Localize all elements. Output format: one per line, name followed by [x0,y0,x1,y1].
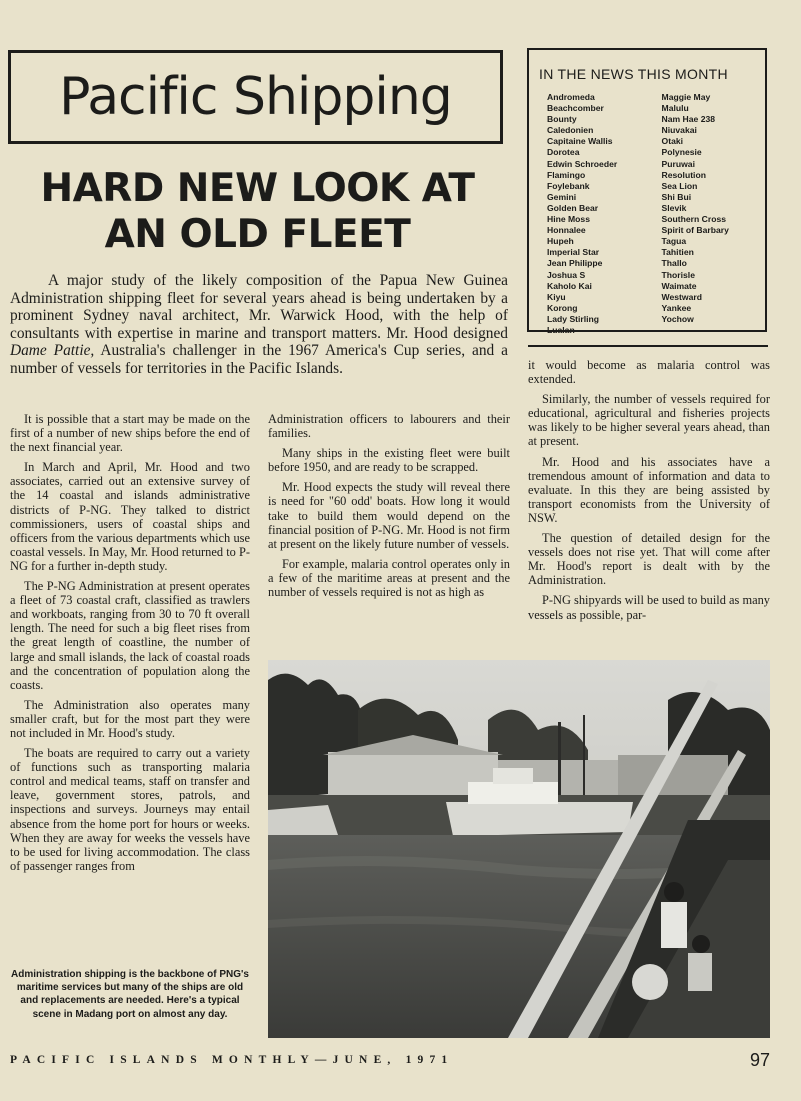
news-box-title: IN THE NEWS THIS MONTH [539,66,728,82]
news-vessel-item: Southern Cross [661,214,727,225]
section-title: Pacific Shipping [59,67,452,127]
headline-line-2: AN OLD FLEET [104,212,411,257]
news-vessel-item: Waimate [661,280,697,291]
news-list-right [662,92,757,336]
lead-text-2: Australia's challenger in the 1967 America's Cup series, and a number of vessels for territories in the Pacific Islands. [10,342,508,377]
news-vessel-item: Golden Bear [547,202,599,213]
news-vessel-item: Yochow [661,313,694,324]
news-vessel-item: Hupeh [547,236,574,247]
news-vessel-item: Sea Lion [661,180,698,191]
article-paragraph: P-NG shipyards will be used to build as many vessels as possible, par- [528,593,770,622]
news-vessel-item: Lady Stirling [547,313,600,324]
headline-line-1: HARD NEW LOOK AT [40,166,475,211]
news-vessel-item: Spirit of Barbary [661,225,729,236]
news-vessel-item: Flamingo [547,169,586,180]
article-paragraph: The boats are required to carry out a variety of functions such as transporting malaria control and medical teams, staff on transfer and leave, government stores, patrols, and inspections and surveys. Journeys may entail absence from the home port for hours or weeks. When they are away for weeks the vessels have to be used for living accommodation. The class of passenger ranges from [10,746,250,873]
harbour-photo [268,660,770,1038]
news-vessel-item: Niuvakai [661,125,697,136]
news-vessel-item: Polynesie [661,147,702,158]
lead-vessel-name: Dame Pattie, [10,342,95,360]
news-vessel-item: Edwin Schroeder [547,158,618,169]
article-paragraph: It is possible that a start may be made on the first of a number of new ships before the end of the next financial year. [10,412,250,455]
news-vessel-item: Otaki [661,136,684,147]
news-list-left [539,92,662,336]
section-header-box [8,50,503,144]
news-vessel-item: Andromeda [547,92,595,102]
news-vessel-item: Jean Philippe [547,258,603,269]
news-vessel-item: Slevik [661,202,687,213]
photo-caption: Administration shipping is the backbone of PNG's maritime services but many of the ships are old and replacements are needed. Here's a typical scene in Madang port on almost any day. [11,969,249,1020]
news-vessel-item: Imperial Star [547,247,600,258]
news-vessel-item: Resolution [661,169,706,180]
article-column-2 [268,412,510,605]
article-paragraph: Similarly, the number of vessels required for educational, agricultural and fisheries projects was likely to be higher several years ahead, than at present. [528,392,770,449]
article-paragraph: Mr. Hood expects the study will reveal there is need for "60 odd' boats. How long it would take to build them would depend on the financial position of P-NG. Mr. Hood is not firm at present on the likely future number of vessels. [268,480,510,551]
article-paragraph: The question of detailed design for the vessels does not rise yet. That will come after Mr. Hood's report is dealt with by the Administration. [528,531,770,588]
news-vessel-item: Kaholo Kai [547,280,592,291]
lead-text-1: A major study of the likely composition of the Papua New Guinea Administration shipping fleet for several years ahead is being undertaken by a prominent Sydney naval architect, Mr. Warwick Hood, with the help of consultants with expertise in marine and transport matters. Mr. Hood designed [10,272,508,342]
news-vessel-item: Westward [661,291,702,302]
article-paragraph: For example, malaria control operates only in a few of the maritime areas at present and the number of vessels required is not as high as [268,556,510,600]
news-vessel-item: Capitaine Wallis [547,136,613,147]
lead-paragraph [10,272,508,378]
news-vessel-item: Maggie May [661,92,711,102]
news-vessel-item: Caledonien [547,125,594,136]
news-vessel-item: Tagua [661,236,687,247]
news-vessel-item: Hine Moss [547,214,590,225]
news-vessel-item: Lualan [547,324,575,335]
article-paragraph: The P-NG Administration at present operates a fleet of 73 coastal craft, classified as trawlers and workboats, ranging from 30 to 70 ft overall length. The need for such a big fleet rises from the great length of coastline, the number of large and small islands, the lack of coastal roads and the concentration of population along the coasts. [10,579,250,692]
article-paragraph: it would become as malaria control was extended. [528,358,770,387]
headline [10,166,505,258]
in-the-news-box [527,48,767,335]
news-vessel-item: Honnalee [547,225,586,236]
article-paragraph: In March and April, Mr. Hood and two associates, carried out an extensive survey of the 14 coastal and islands administrative districts of P-NG. They talked to district commissioners, users of coastal ships and officers from the various departments which use coastal vessels. In May, Mr. Hood returned to P-NG for a further in-depth study. [10,460,250,573]
page-number: 97 [750,1050,771,1070]
news-vessel-item: Tahitien [661,247,694,258]
news-vessel-item: Malulu [661,103,689,114]
article-paragraph: Many ships in the existing fleet were built before 1950, and are ready to be scrapped. [268,446,510,475]
news-vessel-item: Joshua S [547,269,586,280]
news-vessel-item: Thallo [661,258,687,269]
article-column-3 [528,358,770,628]
news-vessel-item: Bounty [547,114,577,125]
news-vessel-item: Beachcomber [547,103,604,114]
running-footer: PACIFIC ISLANDS MONTHLY—JUNE, 1971 [10,1054,454,1066]
news-vessel-item: Puruwai [661,158,695,169]
article-paragraph: The Administration also operates many smaller craft, but for the most part they were not included in Mr. Hood's study. [10,697,250,740]
article-paragraph: Administration officers to labourers and their families. [268,412,510,441]
news-vessel-item: Nam Hae 238 [661,114,716,125]
news-vessel-item: Dorotea [547,147,580,158]
news-vessel-item: Kiyu [547,291,566,302]
news-vessel-item: Foylebank [547,180,590,191]
news-vessel-item: Gemini [547,191,577,202]
news-vessel-item: Thorisle [661,269,695,280]
news-vessel-item: Yankee [661,302,692,313]
article-paragraph: Mr. Hood and his associates have a tremendous amount of information and data to evaluate. In this they are being assisted by transport economists from the University of NSW. [528,454,770,525]
article-column-1 [10,412,250,879]
divider-rule [528,345,768,347]
news-vessel-item: Shi Bui [661,191,692,202]
news-vessel-item: Korong [547,302,578,313]
